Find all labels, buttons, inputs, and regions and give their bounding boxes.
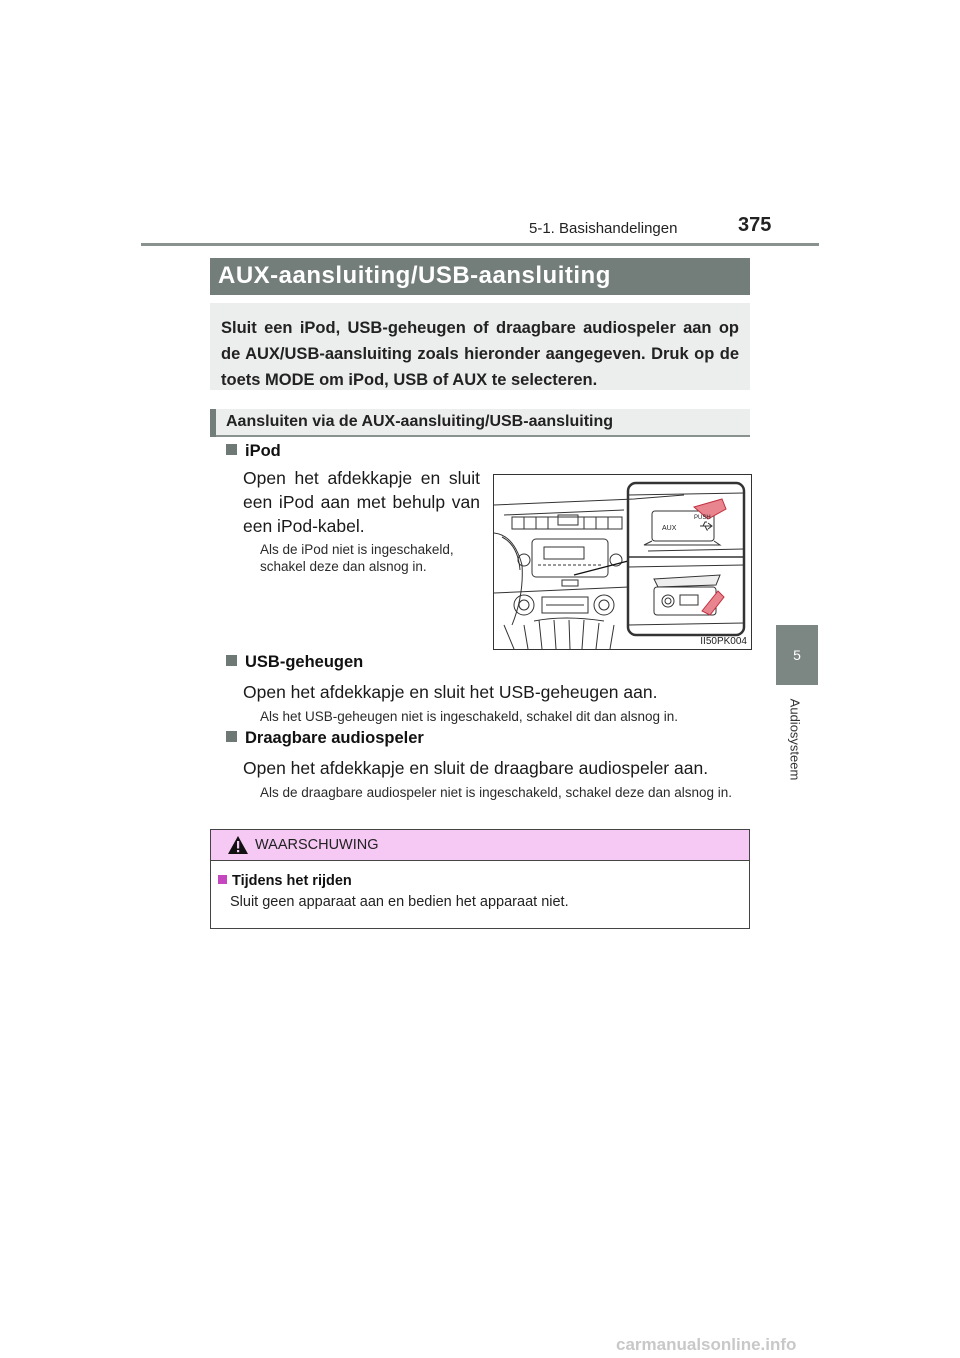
section-breadcrumb: 5-1. Basishandelingen <box>529 220 678 237</box>
square-bullet-icon <box>226 444 237 455</box>
item-note-ipod: Als de iPod niet is ingeschakeld, schakel deze dan alsnog in. <box>260 542 454 574</box>
chapter-tab <box>776 625 818 685</box>
page-number: 375 <box>738 214 772 236</box>
warning-item-text: Sluit geen apparaat aan en bedien het apparaat niet. <box>230 894 569 910</box>
item-body-ipod: Open het afdekkapje en sluit een iPod aan met behulp van een iPod-kabel. <box>243 468 480 536</box>
intro-text: Sluit een iPod, USB-geheugen of draagbare audiospeler aan op de AUX/USB-aansluiting zoals hieronder aangegeven. Druk op de toets MODE om iPod, USB of AUX te selecteren. <box>221 319 739 389</box>
item-heading-usb <box>226 653 363 672</box>
dashboard-illustration <box>493 474 752 650</box>
item-note-usb: Als het USB-geheugen niet is ingeschakeld, schakel dit dan alsnog in. <box>260 709 679 724</box>
item-body-portable: Open het afdekkapje en sluit de draagbare audiospeler aan. <box>243 758 709 778</box>
chapter-label: Audiosysteem <box>787 698 803 781</box>
square-bullet-icon <box>226 655 237 666</box>
warning-item-heading <box>218 873 352 889</box>
watermark: carmanualsonline.info <box>616 1335 797 1354</box>
warning-title: WAARSCHUWING <box>255 837 379 853</box>
warning-header <box>211 830 749 861</box>
title-banner <box>210 258 750 295</box>
warning-box <box>210 829 750 929</box>
warning-item-heading-text: Tijdens het rijden <box>232 873 352 889</box>
subsection-marker <box>210 409 216 437</box>
item-heading-text: Draagbare audiospeler <box>245 729 424 747</box>
item-heading-portable <box>226 729 424 748</box>
item-heading-text: iPod <box>245 442 281 460</box>
subsection-title: Aansluiten via de AUX-aansluiting/USB-aansluiting <box>226 413 614 430</box>
subsection-header <box>210 409 750 437</box>
item-heading-ipod <box>226 442 281 461</box>
header-divider <box>141 243 819 246</box>
chapter-number: 5 <box>793 647 801 663</box>
dashboard-drawing <box>494 475 751 649</box>
item-heading-text: USB-geheugen <box>245 653 364 671</box>
intro-box <box>210 303 750 390</box>
item-body-usb: Open het afdekkapje en sluit het USB-geheugen aan. <box>243 682 658 702</box>
push-label: PUSH <box>694 515 711 521</box>
square-bullet-icon <box>226 731 237 742</box>
figure-code: II50PK004 <box>700 636 747 647</box>
square-bullet-icon <box>218 875 227 884</box>
warning-triangle-icon <box>227 835 249 855</box>
page-title: AUX-aansluiting/USB-aansluiting <box>218 262 611 289</box>
aux-label: AUX <box>662 525 677 532</box>
item-note-portable: Als de draagbare audiospeler niet is ingeschakeld, schakel deze dan alsnog in. <box>260 785 733 800</box>
